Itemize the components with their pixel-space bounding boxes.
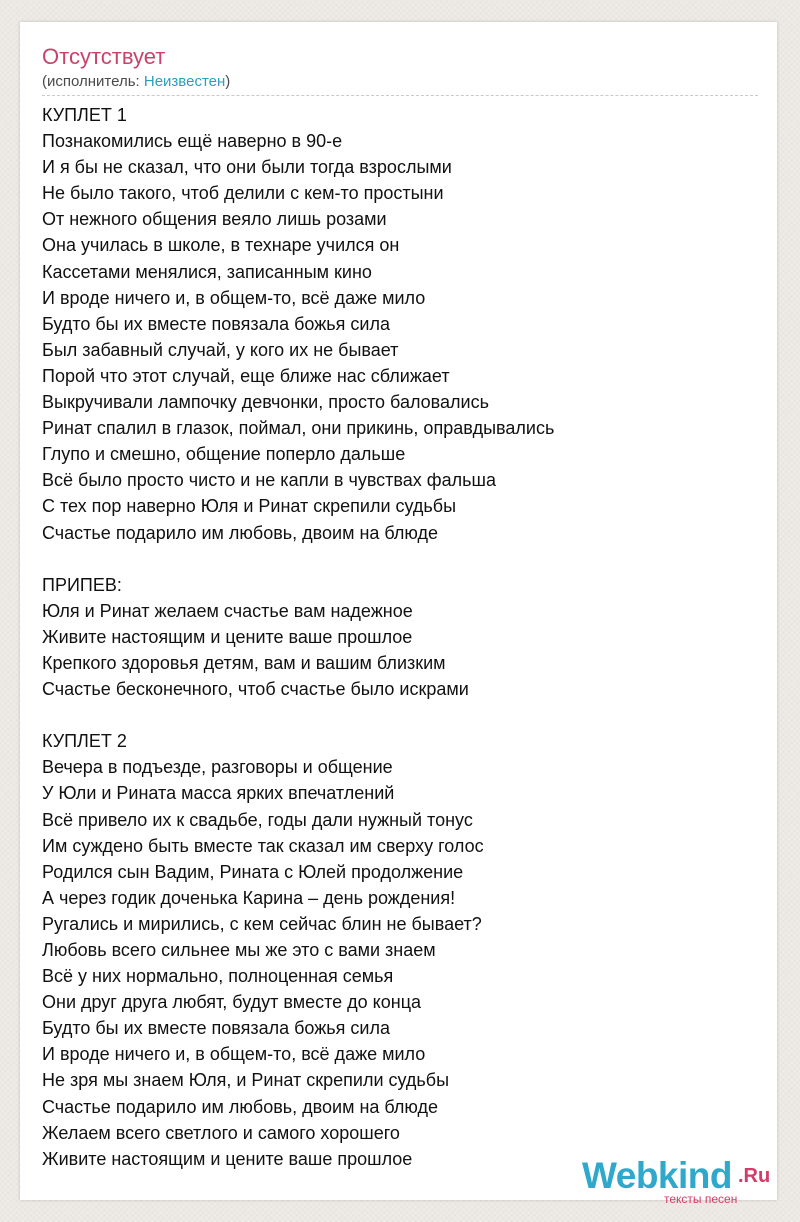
lyrics-card bbox=[20, 22, 777, 1206]
lyric-line: Счастье подарило им любовь, двоим на блюде bbox=[42, 1096, 439, 1117]
lyric-line: Глупо и смешно, общение поперло дальше bbox=[42, 444, 406, 465]
lyric-line: И я бы не сказал, что они были тогда взрослыми bbox=[42, 157, 452, 178]
lyric-line: Живите настоящим и цените ваше прошлое bbox=[42, 626, 413, 647]
lyric-line: А через годик доченька Карина – день рождения! bbox=[42, 887, 456, 908]
dashed-divider bbox=[42, 95, 758, 96]
lyric-line: Был забавный случай, у кого их не бывает bbox=[42, 339, 399, 360]
lyric-line: Не было такого, чтоб делили с кем-то простыни bbox=[42, 183, 444, 204]
lyric-line: И вроде ничего и, в общем-то, всё даже мило bbox=[42, 287, 426, 308]
lyric-line: Порой что этот случай, еще ближе нас сближает bbox=[42, 365, 450, 386]
lyric-line: Они друг друга любят, будут вместе до конца bbox=[42, 992, 422, 1013]
lyric-line: Всё было просто чисто и не капли в чувствах фальша bbox=[42, 470, 496, 491]
lyric-line: Будто бы их вместе повязала божья сила bbox=[42, 1018, 390, 1039]
lyric-line: Им суждено быть вместе так сказал им сверху голос bbox=[42, 835, 484, 856]
artist-suffix: ) bbox=[225, 73, 231, 90]
lyric-line: Крепкого здоровья детям, вам и вашим близким bbox=[42, 652, 446, 673]
lyric-line: Всё у них нормально, полноценная семья bbox=[42, 966, 394, 987]
blank-line bbox=[42, 702, 752, 728]
lyric-line: Желаем всего светлого и самого хорошего bbox=[42, 1122, 400, 1143]
lyric-line: И вроде ничего и, в общем-то, всё даже мило bbox=[42, 1044, 426, 1065]
blank-line bbox=[42, 546, 752, 572]
lyric-line: Познакомились ещё наверно в 90-е bbox=[42, 131, 343, 152]
artist-link[interactable]: Неизвестен bbox=[143, 73, 226, 90]
logo-tagline: тексты песен bbox=[664, 1192, 738, 1206]
lyric-line: Будто бы их вместе повязала божья сила bbox=[42, 313, 390, 334]
lyric-line: Ринат спалил в глазок, поймал, они прикинь, оправдывались bbox=[42, 418, 555, 439]
lyric-line: С тех пор наверно Юля и Ринат скрепили судьбы bbox=[42, 496, 457, 517]
lyric-line: Она училась в школе, в технаре учился он bbox=[42, 235, 400, 256]
lyric-line: Выкручивали лампочку девчонки, просто баловались bbox=[42, 392, 489, 413]
lyric-line: От нежного общения веяло лишь розами bbox=[42, 209, 387, 230]
lyric-line: Счастье подарило им любовь, двоим на блюде bbox=[42, 522, 439, 543]
song-title: Отсутствует bbox=[42, 44, 166, 69]
lyric-line: КУПЛЕТ 1 bbox=[42, 105, 127, 125]
lyric-line: У Юли и Рината масса ярких впечатлений bbox=[42, 783, 395, 804]
lyric-line: Юля и Ринат желаем счастье вам надежное bbox=[42, 600, 413, 621]
lyric-line: Ругались и мирились, с кем сейчас блин не бывает? bbox=[42, 913, 482, 934]
lyric-line: Всё привело их к свадьбе, годы дали нужный тонус bbox=[42, 809, 473, 830]
lyrics-text bbox=[42, 102, 752, 1172]
artist-line bbox=[42, 72, 230, 92]
artist-prefix: (исполнитель: bbox=[42, 73, 144, 90]
lyric-line: Вечера в подъезде, разговоры и общение bbox=[42, 757, 393, 778]
logo-brand: Webkind bbox=[582, 1155, 732, 1196]
lyric-line: Живите настоящим и цените ваше прошлое bbox=[42, 1148, 413, 1169]
logo-tld: .Ru bbox=[738, 1165, 771, 1187]
lyric-line: ПРИПЕВ: bbox=[42, 574, 122, 595]
lyric-line: Любовь всего сильнее мы же это с вами знаем bbox=[42, 940, 436, 960]
lyric-line: Родился сын Вадим, Рината с Юлей продолжение bbox=[42, 861, 464, 882]
lyric-line: КУПЛЕТ 2 bbox=[42, 731, 127, 752]
lyric-line: Счастье бесконечного, чтоб счастье было искрами bbox=[42, 679, 469, 700]
lyric-line: Кассетами менялися, записанным кино bbox=[42, 261, 372, 282]
lyric-line: Не зря мы знаем Юля, и Ринат скрепили судьбы bbox=[42, 1070, 450, 1091]
webkind-logo bbox=[582, 1154, 778, 1204]
